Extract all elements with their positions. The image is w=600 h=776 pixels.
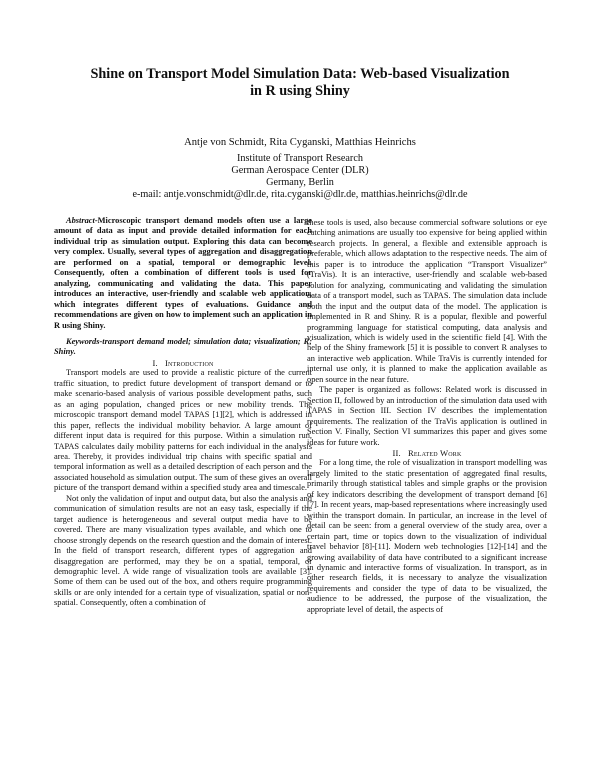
paragraph: these tools is used, also because commercial software solutions or eye catching animations are usually too expensive for being applied within research projects. In general, a flexible and extensible approach is preferable, which allows adaptation to the respective needs. The aim of this paper is to introduce the application “Transport Visualizer” (TraVis). It is an interactive, user-friendly and scalable web-based solution for analyzing, communicating and validating the simulation data of a transport model, such as TAPAS. The simulation data include both the input and the output data of the model. The application is implemented in R and Shiny. R is a popular, flexible and powerful programming language for statistical computing, data analysis and visualization, which is widely used in the scientific field [4]. With the help of the Shiny framework [5] it is possible to convert R analyses to an interactive web application. While TraVis is currently intended for internal use only, it is planned to make the application available as open source in the near future. bbox=[307, 218, 547, 384]
author-location: Germany, Berlin bbox=[266, 177, 334, 188]
author-block bbox=[60, 137, 540, 201]
section-2-title: Related Work bbox=[407, 447, 462, 458]
paragraph: Transport models are used to provide a realistic picture of the current traffic situation, to predict future development of transport demand or to make scenario-based analysis of various possible development paths, such as an aging population, changed prices or new mobility trends. The microscopic transport demand model TAPAS [1][2], which is addressed in this paper, reflects the individual mobility behavior. A large amount of different input data is required for this purpose. Within a simulation run, TAPAS calculates daily mobility patterns for each individual in the analysis area. Thereby, it provides individual trip chains with specific spatial and temporal information as well as a detailed description of each person and the associated household as simulation output. The sum of these gives an overall picture of the transport demand within a specified study area and timescale. bbox=[54, 368, 312, 493]
section-1-title: Introduction bbox=[164, 357, 214, 368]
author-center: German Aerospace Center (DLR) bbox=[231, 165, 369, 176]
section-heading-2 bbox=[307, 448, 547, 458]
left-column bbox=[54, 216, 312, 609]
abstract-label: Abstract- bbox=[66, 216, 98, 225]
paragraph: For a long time, the role of visualization in transport modelling was largely limited to the static presentation of aggregated final results, primarily through statistical tables and simple graphs or the provision of key indicators describing the development of transport demand [6][7]. In recent years, map-based representations where increasingly used within the transport domain. In particular, an increase in the level of detail can be seen: from a general overview of the study area, over a certain part, time or topics down to the visualization of individual travel behavior [8]-[11]. Modern web technologies [12]-[14] and the growing availability of data have contributed to a significant increase in dynamic and interactive forms of visualization. In transport, as in other research fields, it is necessary to analyze the visualization requirements and consider the type of data to be visualized, the audience to be addressed, the purpose of the visualization, the appropriate level of detail, the aspects of bbox=[307, 458, 547, 614]
abstract bbox=[54, 216, 312, 331]
section-heading-1 bbox=[54, 358, 312, 368]
keywords: Keywords-transport demand model; simulation data; visualization; R; Shiny. bbox=[54, 336, 312, 357]
title-line-2: in R using Shiny bbox=[250, 83, 350, 99]
paper-title bbox=[60, 66, 540, 100]
paragraph: The paper is organized as follows: Related work is discussed in Section II, followed by an introduction of the simulation data used with TAPAS in Section III. Section IV describes the implementation requirements. The realization of the TraVis application is outlined in Section V. Finally, Section VI summarizes this paper and gives some ideas for future work. bbox=[307, 385, 547, 447]
author-names: Antje von Schmidt, Rita Cyganski, Matthias Heinrichs bbox=[184, 137, 416, 148]
title-line-1: Shine on Transport Model Simulation Data: Web-based Visualization bbox=[90, 66, 510, 82]
author-institute: Institute of Transport Research bbox=[237, 153, 363, 164]
section-1-number: I. bbox=[152, 357, 158, 368]
right-column bbox=[307, 218, 547, 615]
paragraph: Not only the validation of input and output data, but also the analysis and communication of simulation results are not an easy task, especially if the target audience is heterogeneous and several output media have to be covered. There are many visualization types available, and which one to choose strongly depends on the research question and the domain of interest. In the field of transport research, different types of aggregation and disaggregation are performed, may they be on a spatial, temporal, or demographic level. A wide range of visualization tools are available [3]. Some of them can be used out of the box, and others require programming skills or are only intended for a certain type of visualization, spatial or non-spatial. Consequently, often a combination of bbox=[54, 493, 312, 608]
section-2-number: II. bbox=[392, 447, 401, 458]
abstract-text: Microscopic transport demand models often use a large amount of data as input and provide detailed information for each individual trip as simulation output. Exploring this data can become very complex. Usually, several types of aggregation and disaggregation are performed on a spatial, temporal or demographic level. Consequently, often a combination of different tools is used for analyzing, communicating and validating the data. This paper introduces an interactive, user-friendly and scalable web application, which integrates different types of evaluations. Guidance and recommendations are given on how to implement such an application in R using Shiny. bbox=[54, 216, 312, 330]
author-email: e-mail: antje.vonschmidt@dlr.de, rita.cyganski@dlr.de, matthias.heinrichs@dlr.de bbox=[132, 189, 468, 200]
